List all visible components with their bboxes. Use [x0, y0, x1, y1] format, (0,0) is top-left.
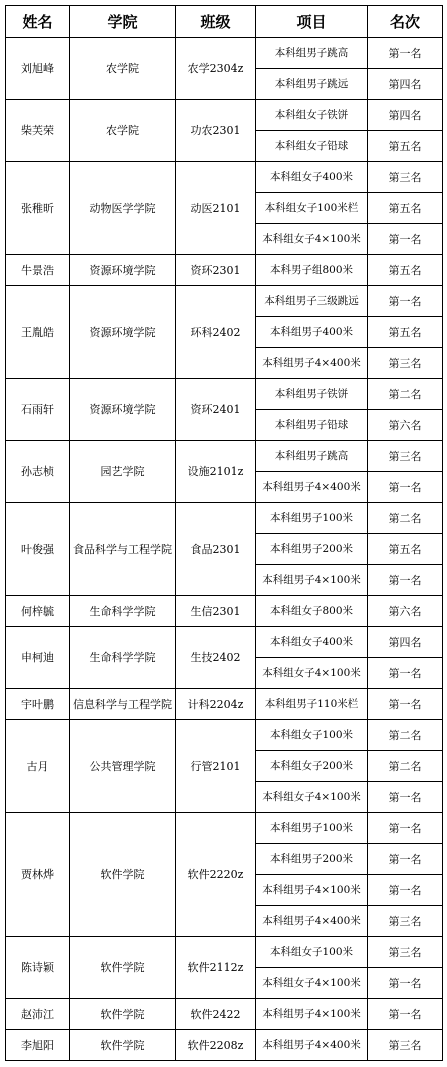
class-cell: 资环2401	[176, 379, 256, 441]
event-cell: 本科组女子400米	[256, 162, 368, 193]
rank-cell: 第五名	[368, 317, 443, 348]
class-cell: 环科2402	[176, 286, 256, 379]
table-header	[6, 6, 443, 38]
results-table	[5, 5, 443, 1061]
event-cell: 本科组男子跳高	[256, 441, 368, 472]
event-cell: 本科组男子4×100米	[256, 875, 368, 906]
college-cell: 信息科学与工程学院	[70, 689, 176, 720]
event-cell: 本科组女子400米	[256, 627, 368, 658]
rank-cell: 第三名	[368, 906, 443, 937]
table-row	[6, 286, 443, 317]
class-cell: 农学2304z	[176, 38, 256, 100]
rank-cell: 第一名	[368, 658, 443, 689]
rank-cell: 第一名	[368, 875, 443, 906]
header-college: 学院	[70, 6, 176, 38]
college-cell: 生命科学学院	[70, 596, 176, 627]
class-cell: 生信2301	[176, 596, 256, 627]
rank-cell: 第六名	[368, 596, 443, 627]
class-cell: 行管2101	[176, 720, 256, 813]
table-row	[6, 720, 443, 751]
rank-cell: 第一名	[368, 999, 443, 1030]
class-cell: 资环2301	[176, 255, 256, 286]
table-row	[6, 503, 443, 534]
college-cell: 软件学院	[70, 1030, 176, 1061]
class-cell: 生技2402	[176, 627, 256, 689]
header-rank: 名次	[368, 6, 443, 38]
event-cell: 本科组男子铅球	[256, 410, 368, 441]
rank-cell: 第二名	[368, 751, 443, 782]
event-cell: 本科组男子4×100米	[256, 999, 368, 1030]
student-name-cell: 石雨轩	[6, 379, 70, 441]
college-cell: 软件学院	[70, 999, 176, 1030]
event-cell: 本科组男子200米	[256, 534, 368, 565]
table-body	[6, 38, 443, 1061]
rank-cell: 第二名	[368, 379, 443, 410]
rank-cell: 第二名	[368, 503, 443, 534]
event-cell: 本科组女子800米	[256, 596, 368, 627]
rank-cell: 第三名	[368, 348, 443, 379]
event-cell: 本科组男子4×400米	[256, 472, 368, 503]
student-name-cell: 柴芙荣	[6, 100, 70, 162]
table-row	[6, 379, 443, 410]
event-cell: 本科组男子三级跳远	[256, 286, 368, 317]
rank-cell: 第一名	[368, 968, 443, 999]
college-cell: 动物医学学院	[70, 162, 176, 255]
event-cell: 本科组男子400米	[256, 317, 368, 348]
rank-cell: 第五名	[368, 193, 443, 224]
table-row	[6, 255, 443, 286]
header-row	[6, 6, 443, 38]
table-row	[6, 627, 443, 658]
rank-cell: 第四名	[368, 627, 443, 658]
event-cell: 本科组女子4×100米	[256, 782, 368, 813]
rank-cell: 第四名	[368, 69, 443, 100]
rank-cell: 第六名	[368, 410, 443, 441]
event-cell: 本科组男子4×400米	[256, 1030, 368, 1061]
class-cell: 软件2422	[176, 999, 256, 1030]
college-cell: 资源环境学院	[70, 379, 176, 441]
student-name-cell: 宇叶鹏	[6, 689, 70, 720]
header-class: 班级	[176, 6, 256, 38]
rank-cell: 第一名	[368, 689, 443, 720]
rank-cell: 第一名	[368, 844, 443, 875]
event-cell: 本科组男子4×100米	[256, 565, 368, 596]
student-name-cell: 孙志桢	[6, 441, 70, 503]
event-cell: 本科组男子110米栏	[256, 689, 368, 720]
event-cell: 本科组女子4×100米	[256, 224, 368, 255]
rank-cell: 第三名	[368, 937, 443, 968]
rank-cell: 第五名	[368, 534, 443, 565]
rank-cell: 第二名	[368, 720, 443, 751]
student-name-cell: 牛景浩	[6, 255, 70, 286]
college-cell: 软件学院	[70, 813, 176, 937]
table-row	[6, 100, 443, 131]
event-cell: 本科男子组800米	[256, 255, 368, 286]
event-cell: 本科组男子4×400米	[256, 906, 368, 937]
student-name-cell: 赵沛江	[6, 999, 70, 1030]
student-name-cell: 叶俊强	[6, 503, 70, 596]
college-cell: 食品科学与工程学院	[70, 503, 176, 596]
event-cell: 本科组女子4×100米	[256, 658, 368, 689]
event-cell: 本科组男子200米	[256, 844, 368, 875]
college-cell: 资源环境学院	[70, 286, 176, 379]
event-cell: 本科组女子铁饼	[256, 100, 368, 131]
rank-cell: 第三名	[368, 162, 443, 193]
class-cell: 设施2101z	[176, 441, 256, 503]
rank-cell: 第三名	[368, 441, 443, 472]
class-cell: 功农2301	[176, 100, 256, 162]
college-cell: 生命科学学院	[70, 627, 176, 689]
rank-cell: 第一名	[368, 38, 443, 69]
student-name-cell: 古月	[6, 720, 70, 813]
class-cell: 食品2301	[176, 503, 256, 596]
table-row	[6, 441, 443, 472]
event-cell: 本科组男子100米	[256, 503, 368, 534]
table-row	[6, 999, 443, 1030]
student-name-cell: 王胤皓	[6, 286, 70, 379]
rank-cell: 第四名	[368, 100, 443, 131]
college-cell: 软件学院	[70, 937, 176, 999]
table-row	[6, 38, 443, 69]
student-name-cell: 陈诗颖	[6, 937, 70, 999]
table-row	[6, 1030, 443, 1061]
rank-cell: 第一名	[368, 782, 443, 813]
student-name-cell: 刘旭峰	[6, 38, 70, 100]
rank-cell: 第五名	[368, 131, 443, 162]
college-cell: 资源环境学院	[70, 255, 176, 286]
college-cell: 公共管理学院	[70, 720, 176, 813]
event-cell: 本科组女子100米栏	[256, 193, 368, 224]
rank-cell: 第三名	[368, 1030, 443, 1061]
rank-cell: 第一名	[368, 286, 443, 317]
student-name-cell: 李旭阳	[6, 1030, 70, 1061]
class-cell: 软件2112z	[176, 937, 256, 999]
rank-cell: 第一名	[368, 224, 443, 255]
student-name-cell: 张稚昕	[6, 162, 70, 255]
event-cell: 本科组女子100米	[256, 720, 368, 751]
table-row	[6, 813, 443, 844]
event-cell: 本科组男子跳远	[256, 69, 368, 100]
table-row	[6, 689, 443, 720]
college-cell: 农学院	[70, 100, 176, 162]
table-row	[6, 162, 443, 193]
header-event: 项目	[256, 6, 368, 38]
class-cell: 计科2204z	[176, 689, 256, 720]
rank-cell: 第五名	[368, 255, 443, 286]
table-row	[6, 596, 443, 627]
rank-cell: 第一名	[368, 472, 443, 503]
table-row	[6, 937, 443, 968]
event-cell: 本科组男子跳高	[256, 38, 368, 69]
event-cell: 本科组女子200米	[256, 751, 368, 782]
class-cell: 软件2208z	[176, 1030, 256, 1061]
event-cell: 本科组女子铅球	[256, 131, 368, 162]
event-cell: 本科组男子100米	[256, 813, 368, 844]
class-cell: 软件2220z	[176, 813, 256, 937]
event-cell: 本科组男子铁饼	[256, 379, 368, 410]
event-cell: 本科组男子4×400米	[256, 348, 368, 379]
header-name: 姓名	[6, 6, 70, 38]
rank-cell: 第一名	[368, 565, 443, 596]
student-name-cell: 申柯迪	[6, 627, 70, 689]
event-cell: 本科组女子100米	[256, 937, 368, 968]
event-cell: 本科组女子4×100米	[256, 968, 368, 999]
class-cell: 动医2101	[176, 162, 256, 255]
college-cell: 园艺学院	[70, 441, 176, 503]
rank-cell: 第一名	[368, 813, 443, 844]
student-name-cell: 何梓毓	[6, 596, 70, 627]
student-name-cell: 贾林烨	[6, 813, 70, 937]
college-cell: 农学院	[70, 38, 176, 100]
